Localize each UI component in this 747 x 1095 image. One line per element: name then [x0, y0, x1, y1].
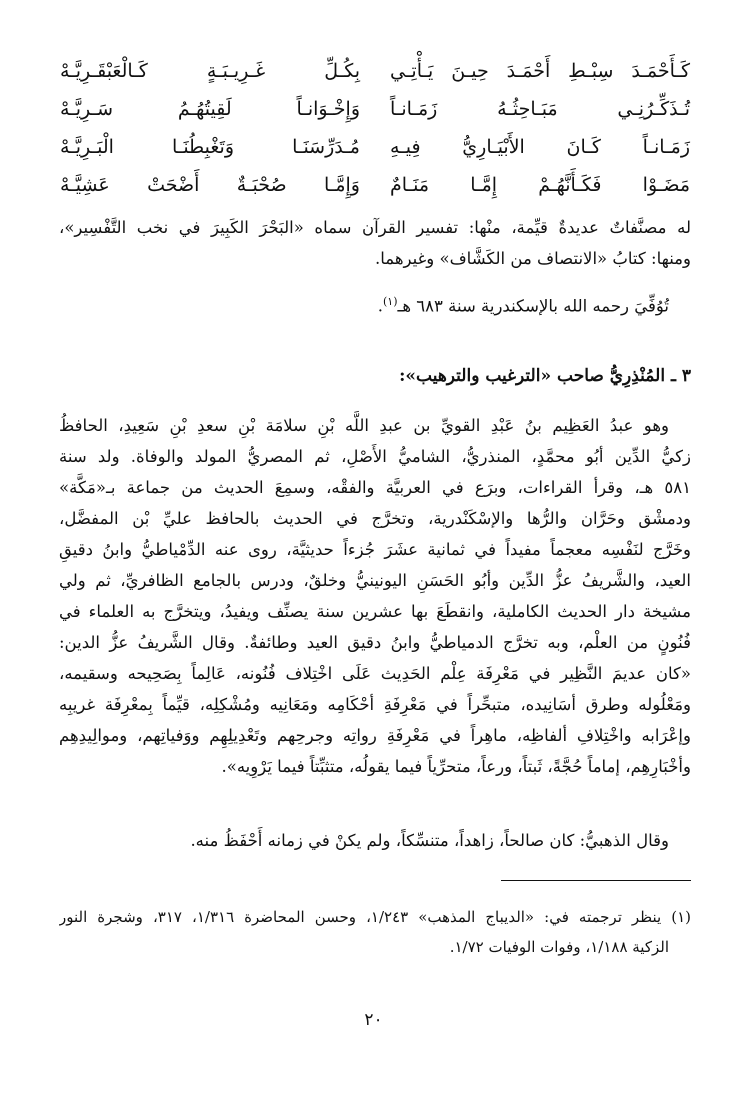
- text-line: له مصنَّفاتٌ عديدةٌ قيِّمة، منْها: تفسير القرآن سماه «البَحْرَ الكَبِيرَ في نخب التَّفْسِير»،: [59, 218, 691, 237]
- text-line: مشيخة دار الحديث الكاملية، وانقطَعَ بها عشرين سنة يصنِّف ويفيدُ، ويتخرَّج به العلماء في: [59, 602, 691, 621]
- footnote-divider: [501, 880, 691, 881]
- poem-verse: [60, 128, 690, 166]
- poem-verse: [60, 90, 690, 128]
- verse-first-hemistich: تُـذَكِّـرُنِـي مَبَـاحِثُـهُ زَمَـانـاً: [390, 98, 690, 120]
- poem-verse: [60, 52, 690, 90]
- verse-second-hemistich: بِكُـلِّ غَـرِيـبَـةٍ كَـالْعَبْقَـرِيَّـهْ: [60, 60, 360, 82]
- text-line: ودمشْق وحَرَّان والرُّها والإسْكَنْدرية، وتخرَّج في الحديث بالحافظ عليِّ بْن المفضَّل،: [59, 509, 691, 528]
- text-line: ومَعْلُوله وطرق أسَانِيده، متبحِّراً في مَعْرِفَةِ أحْكَامِه ومَعَانِيه ومُشْكِلِه، قيِّماً بِمعْرِفَة غريبِه: [59, 695, 691, 714]
- page-number: ٢٠: [364, 1010, 383, 1030]
- text-line: وخَرَّج لنَفْسِه معجماً مفيداً في ثمانية عشَرَ جُزءاً حديثيَّة، روى عنه الدِّمْياطيُّ وابنُ دقيقِ: [59, 540, 691, 559]
- text-line: وهو عبدُ العَظِيم بنُ عَبْدِ القويِّ بن عبدِ اللَّه بْنِ سلامَة بْنِ سعدِ بْنِ سَعِيدِ، الحافظُ: [59, 416, 669, 435]
- text-line: العيد، والشَّريفُ عزُّ الدِّين وأبُو الحَسَنِ اليونينيُّ وخلقٌ، ودرس بالجامع الظافريِّ، ثم ولي: [59, 571, 691, 590]
- works-paragraph: [59, 212, 691, 274]
- footnote-marker: (١): [382, 295, 398, 308]
- death-text: تُوُفِّيَ رحمه الله بالإسكندرية سنة ٦٨٣ هـ: [397, 296, 669, 316]
- text-line: وإعْرَابه واخْتِلافِ ألفاظِه، ماهِراً في مَعْرِفَةِ رواتِه وجرحِهم وتَعْدِيلِهِم ووَفياتِهم، وموالِيدِهِم: [59, 726, 691, 745]
- footnote-line: (١) ينظر ترجمته في: «الديباج المذهب» ١/٢٤٣، وحسن المحاضرة ١/٣١٦، ٣١٧، وشجرة النور: [59, 908, 691, 926]
- footnote-line: الزكية ١/١٨٨، وفوات الوفيات ١/٧٢.: [449, 938, 669, 956]
- text-line: وأخْبَارِهِم، إماماً حُجَّةً، ثَبتاً، ورعاً، متحرِّياً فيما يقولُه، متثبِّتاً فيما يَرْوِيه».: [221, 757, 691, 776]
- verse-first-hemistich: كَـأَحْمَـدَ سِبْـطِ أَحْمَـدَ حِيـنَ يَـأْتِـي: [390, 60, 690, 82]
- text-line: ٥٨١ هـ، وقرأ القراءات، وبرَع في العربيَّة والفقْه، وسمِعَ الحديث من جماعة بـ«مَكَّة»: [59, 478, 691, 497]
- text-line: زكيُّ الدِّين أبُو محمَّدٍ، المنذريُّ، الشاميُّ الأَصْلِ، ثم المصريُّ المولد والوفاة. ولد سنة: [59, 447, 691, 466]
- dhahabi-paragraph: وقال الذهبيُّ: كان صالحاً، زاهداً، متنسِّكاً، ولم يكنْ في زمانه أَحْفَظُ منه.: [190, 831, 669, 850]
- poem-block: [60, 52, 690, 204]
- death-end: .: [377, 296, 383, 316]
- biography-paragraph: [59, 410, 691, 782]
- text-line: ومنها: كتابُ «الانتصاف من الكَشَّاف» وغيرهما.: [375, 249, 691, 268]
- verse-second-hemistich: مُـدَرِّسَنَـا وَتَغْبِطُنَـا الْبَـرِيَّـهْ: [60, 136, 360, 158]
- death-paragraph: [59, 286, 691, 322]
- verse-first-hemistich: مَضَـوْا فَكَـأَنَّهُـمْ إِمَّـا مَنَـامٌ: [390, 174, 690, 196]
- verse-second-hemistich: وَإِمَّـا صُحْبَـةٌ أَضْحَتْ عَشِيَّـهْ: [60, 174, 360, 196]
- text-line: فُنُونٍ من العلْم، وبه تخرَّج الدمياطيُّ وابنُ دقيق العيد وطائفةٌ. وقال الشَّريفُ عزُّ الدين:: [59, 633, 691, 652]
- section-heading: ٣ ـ المُنْذِرِيُّ صاحب «الترغيب والترهيب»:: [399, 366, 691, 386]
- verse-first-hemistich: زَمَـانـاً كَـانَ الأَبْيَـارِيُّ فِيـهِ: [390, 136, 690, 158]
- footnote: [59, 902, 691, 962]
- verse-second-hemistich: وَإِخْـوَانـاً لَقِيتُهُـمُ سَـرِيَّـهْ: [60, 98, 360, 120]
- poem-verse: [60, 166, 690, 204]
- text-line: «كان عديمَ النَّظِير في مَعْرِفَة عِلْم الحَدِيث عَلَى اخْتِلاف فُنُونه، عَالِماً بِصَحِيحه وسقيمه،: [59, 664, 691, 683]
